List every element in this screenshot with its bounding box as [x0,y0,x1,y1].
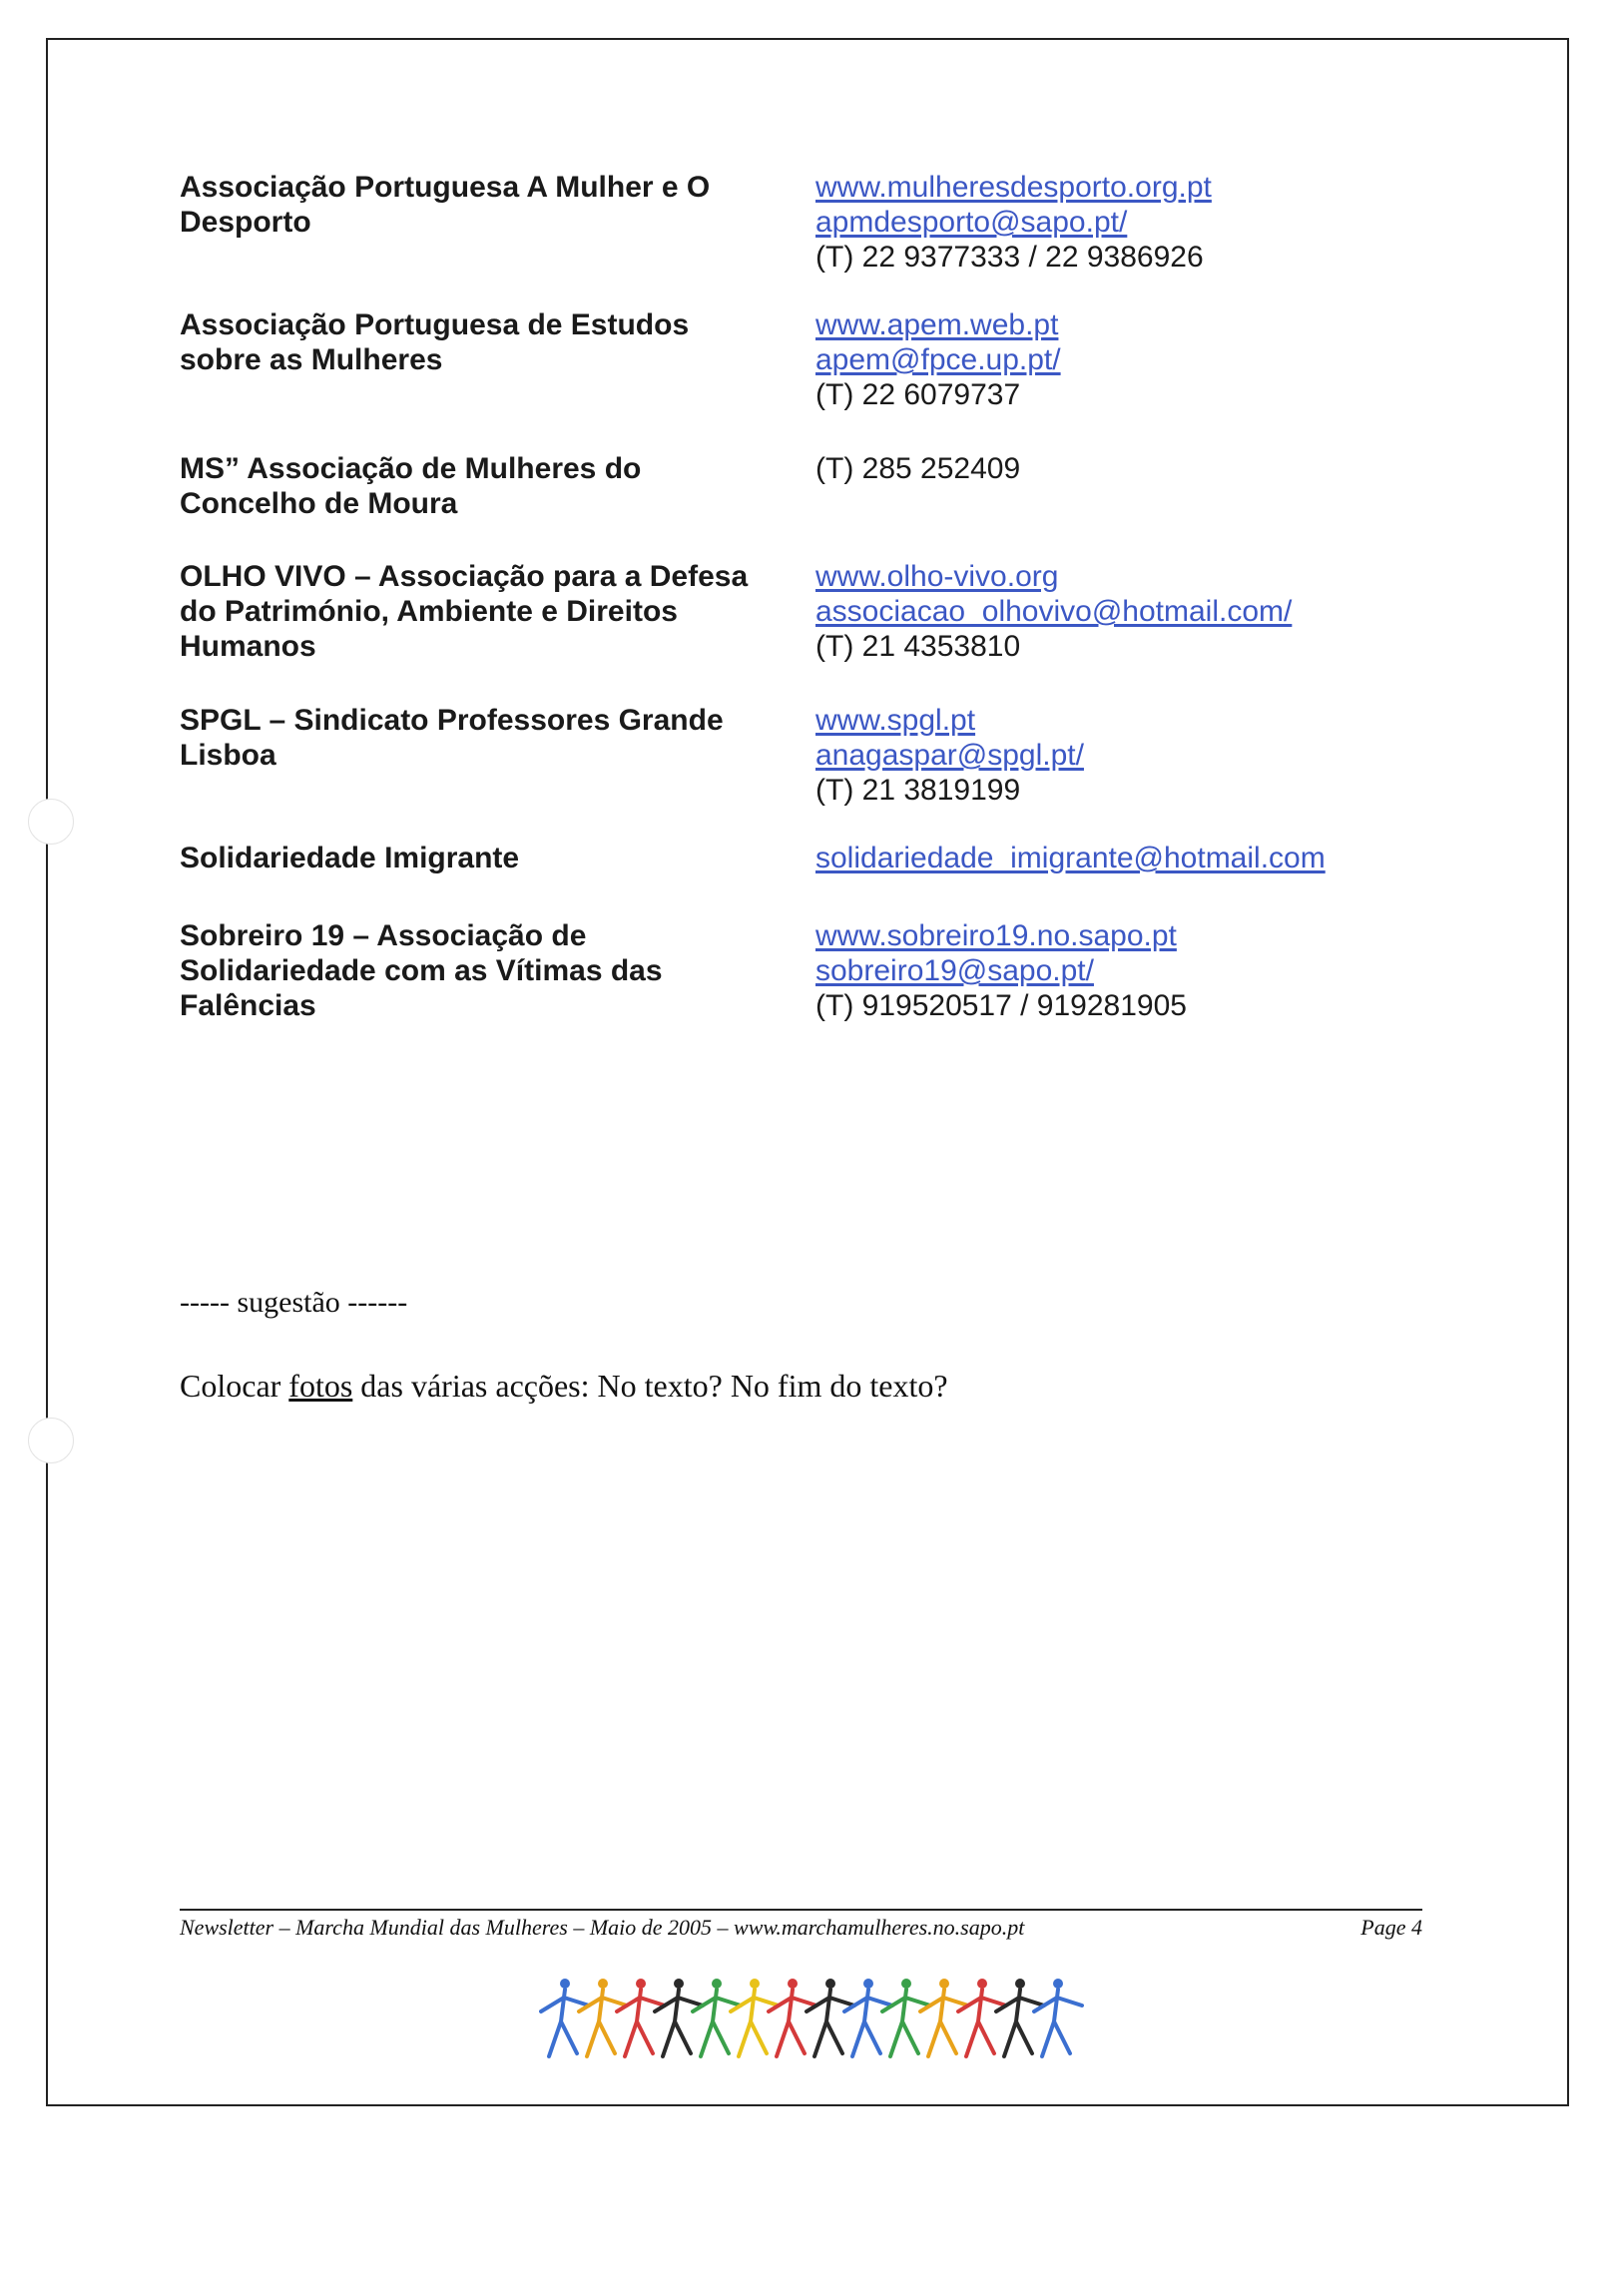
suggestion-heading: ----- sugestão ------ [180,1286,408,1319]
contact-link[interactable]: sobreiro19@sapo.pt/ [815,954,1094,987]
dancer-figure-icon [844,1979,892,2056]
organization-name: Sobreiro 19 – Associação de Solidariedade com as Vítimas das Falências [180,919,663,1022]
organization-name: Associação Portuguesa A Mulher e O Desporto [180,171,711,239]
question-underlined-word: fotos [288,1368,353,1404]
contact-link[interactable]: www.olho-vivo.org [815,560,1059,593]
phone-number: (T) 21 3819199 [815,774,1021,807]
dancer-figure-icon [693,1979,741,2056]
phone-number: (T) 22 6079737 [815,378,1021,411]
dancer-figure-icon [655,1979,703,2056]
phone-number: (T) 22 9377333 / 22 9386926 [815,241,1204,274]
contact-link[interactable]: www.apem.web.pt [815,308,1059,341]
organization-contacts [815,559,1474,664]
organization-contacts [815,451,1474,486]
dancer-figure-icon [882,1979,930,2056]
contact-link[interactable]: apem@fpce.up.pt/ [815,343,1061,376]
footer-newsletter-text: Newsletter – Marcha Mundial das Mulheres – Maio de 2005 – www.marchamulheres.no.sapo.pt [180,1915,1025,1940]
dancer-figure-icon [807,1979,854,2056]
organization-name: Associação Portuguesa de Estudos sobre as Mulheres [180,308,690,376]
organization-name: MS” Associação de Mulheres do Concelho de Moura [180,452,642,520]
contact-link[interactable]: anagaspar@spgl.pt/ [815,739,1084,772]
dancer-figure-icon [579,1979,627,2056]
dancer-figure-icon [769,1979,816,2056]
question-text-end: das várias acções: No texto? No fim do texto? [352,1368,948,1404]
dancer-figure-icon [920,1979,968,2056]
organization-name: OLHO VIVO – Associação para a Defesa do Património, Ambiente e Direitos Humanos [180,560,749,663]
contact-link[interactable]: apmdesporto@sapo.pt/ [815,206,1128,239]
suggestion-question [180,1368,948,1405]
dancer-figure-icon [958,1979,1006,2056]
phone-number: (T) 285 252409 [815,452,1021,485]
punch-hole [28,1418,74,1463]
dancer-figure-icon [996,1979,1044,2056]
contact-link[interactable]: www.spgl.pt [815,704,976,737]
dancer-figure-icon [541,1979,589,2056]
organization-name: Solidariedade Imigrante [180,842,520,874]
phone-number: (T) 21 4353810 [815,630,1021,663]
contact-link[interactable]: solidariedade_imigrante@hotmail.com [815,842,1326,874]
organization-contacts [815,703,1474,808]
dancer-figure-icon [1034,1979,1082,2056]
footer [180,1915,1422,1941]
contact-link[interactable]: associacao_olhovivo@hotmail.com/ [815,595,1293,628]
organization-contacts [815,307,1474,412]
organization-contacts [815,841,1474,875]
footer-rule [180,1909,1422,1911]
organization-name: SPGL – Sindicato Professores Grande Lisboa [180,704,724,772]
punch-hole [28,799,74,845]
dancer-figure-icon [617,1979,665,2056]
contact-link[interactable]: www.sobreiro19.no.sapo.pt [815,919,1177,952]
organization-contacts [815,170,1474,275]
contact-link[interactable]: www.mulheresdesporto.org.pt [815,171,1212,204]
phone-number: (T) 919520517 / 919281905 [815,989,1187,1022]
dancer-figure-icon [731,1979,779,2056]
page-number: Page 4 [1360,1915,1422,1940]
organization-contacts [815,918,1474,1023]
marcha-logo-dancers [539,1972,1118,2066]
question-text-start: Colocar [180,1368,289,1404]
